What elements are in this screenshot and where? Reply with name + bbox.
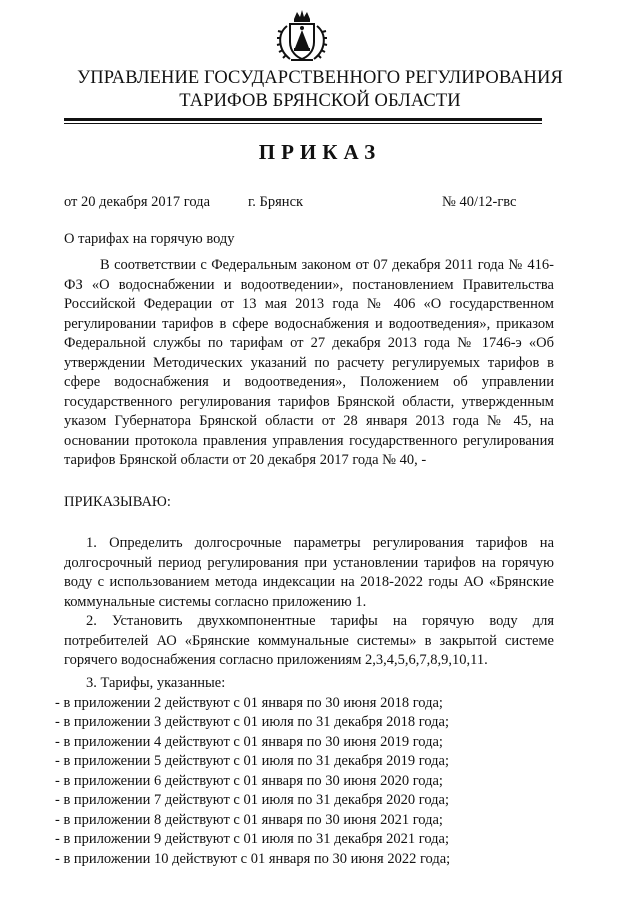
item-3-block (55, 674, 555, 869)
coat-of-arms-icon (273, 8, 331, 64)
list-item: - в приложении 6 действуют с 01 января по 30 июня 2020 года; (55, 772, 443, 789)
header-rule-thick (64, 118, 542, 121)
organization-name-line-2: ТАРИФОВ БРЯНСКОЙ ОБЛАСТИ (179, 91, 461, 111)
list-item: - в приложении 2 действуют с 01 января по 30 июня 2018 года; (55, 694, 443, 711)
preamble-block (64, 256, 554, 471)
order-date: от 20 декабря 2017 года (64, 194, 210, 210)
decree-word: ПРИКАЗЫВАЮ: (64, 494, 171, 510)
order-item-1: 1. Определить долгосрочные параметры регулирования тарифов на долгосрочный период регулирования при установлении тарифов на горячую воду с использованием метода индексации на 2018-2022 годы АО «Брянские коммунальные системы согласно приложению 1. (64, 535, 554, 610)
list-item: - в приложении 4 действуют с 01 января по 30 июня 2019 года; (55, 733, 443, 750)
order-number: № 40/12-гвс (442, 194, 517, 210)
list-item: - в приложении 5 действуют с 01 июля по 31 декабря 2019 года; (55, 753, 449, 769)
list-item: - в приложении 3 действуют с 01 июля по 31 декабря 2018 года; (55, 714, 449, 730)
organization-name-line-1: УПРАВЛЕНИЕ ГОСУДАРСТВЕННОГО РЕГУЛИРОВАНИЯ (77, 68, 563, 88)
document-title: ПРИКАЗ (258, 140, 382, 164)
list-item: - в приложении 8 действуют с 01 января по 30 июня 2021 года; (55, 811, 443, 828)
order-item-3-heading: 3. Тарифы, указанные: (86, 675, 226, 691)
order-subject: О тарифах на горячую воду (64, 231, 235, 247)
order-items (64, 534, 554, 671)
list-item: - в приложении 7 действуют с 01 июля по 31 декабря 2020 года; (55, 792, 449, 808)
order-item-2: 2. Установить двухкомпонентные тарифы на горячую воду для потребителей АО «Брянские коммунальные системы» в закрытой системе горячего водоснабжения согласно приложениям 2,3,4,5,6,7,8,9,10,11. (64, 613, 554, 668)
order-city: г. Брянск (248, 194, 304, 210)
header-rule-thin (64, 123, 542, 124)
preamble-paragraph: В соответствии с Федеральным законом от 07 декабря 2011 года № 416-ФЗ «О водоснабжении и водоотведении», постановлением Правительства Российской Федерации от 13 мая 2013 года № 406 «О государственном регулировании тарифов в сфере водоснабжения и водоотведения», приказом Федеральной службы по тарифам от 27 декабря 2013 года № 1746-э «Об утверждении Методических указаний по расчету регулируемых тарифов в сфере водоснабжения и водоотведения», Положением об управлении государственного регулирования тарифов Брянской области, утвержденным указом Губернатора Брянской области от 28 января 2013 года № 45, на основании протокола правления управления государственного регулирования тарифов Брянской области от 20 декабря 2017 года № 40, - (64, 257, 554, 468)
list-item: - в приложении 10 действуют с 01 января по 30 июня 2022 года; (55, 850, 451, 867)
list-item: - в приложении 9 действуют с 01 июля по 31 декабря 2021 года; (55, 831, 449, 847)
